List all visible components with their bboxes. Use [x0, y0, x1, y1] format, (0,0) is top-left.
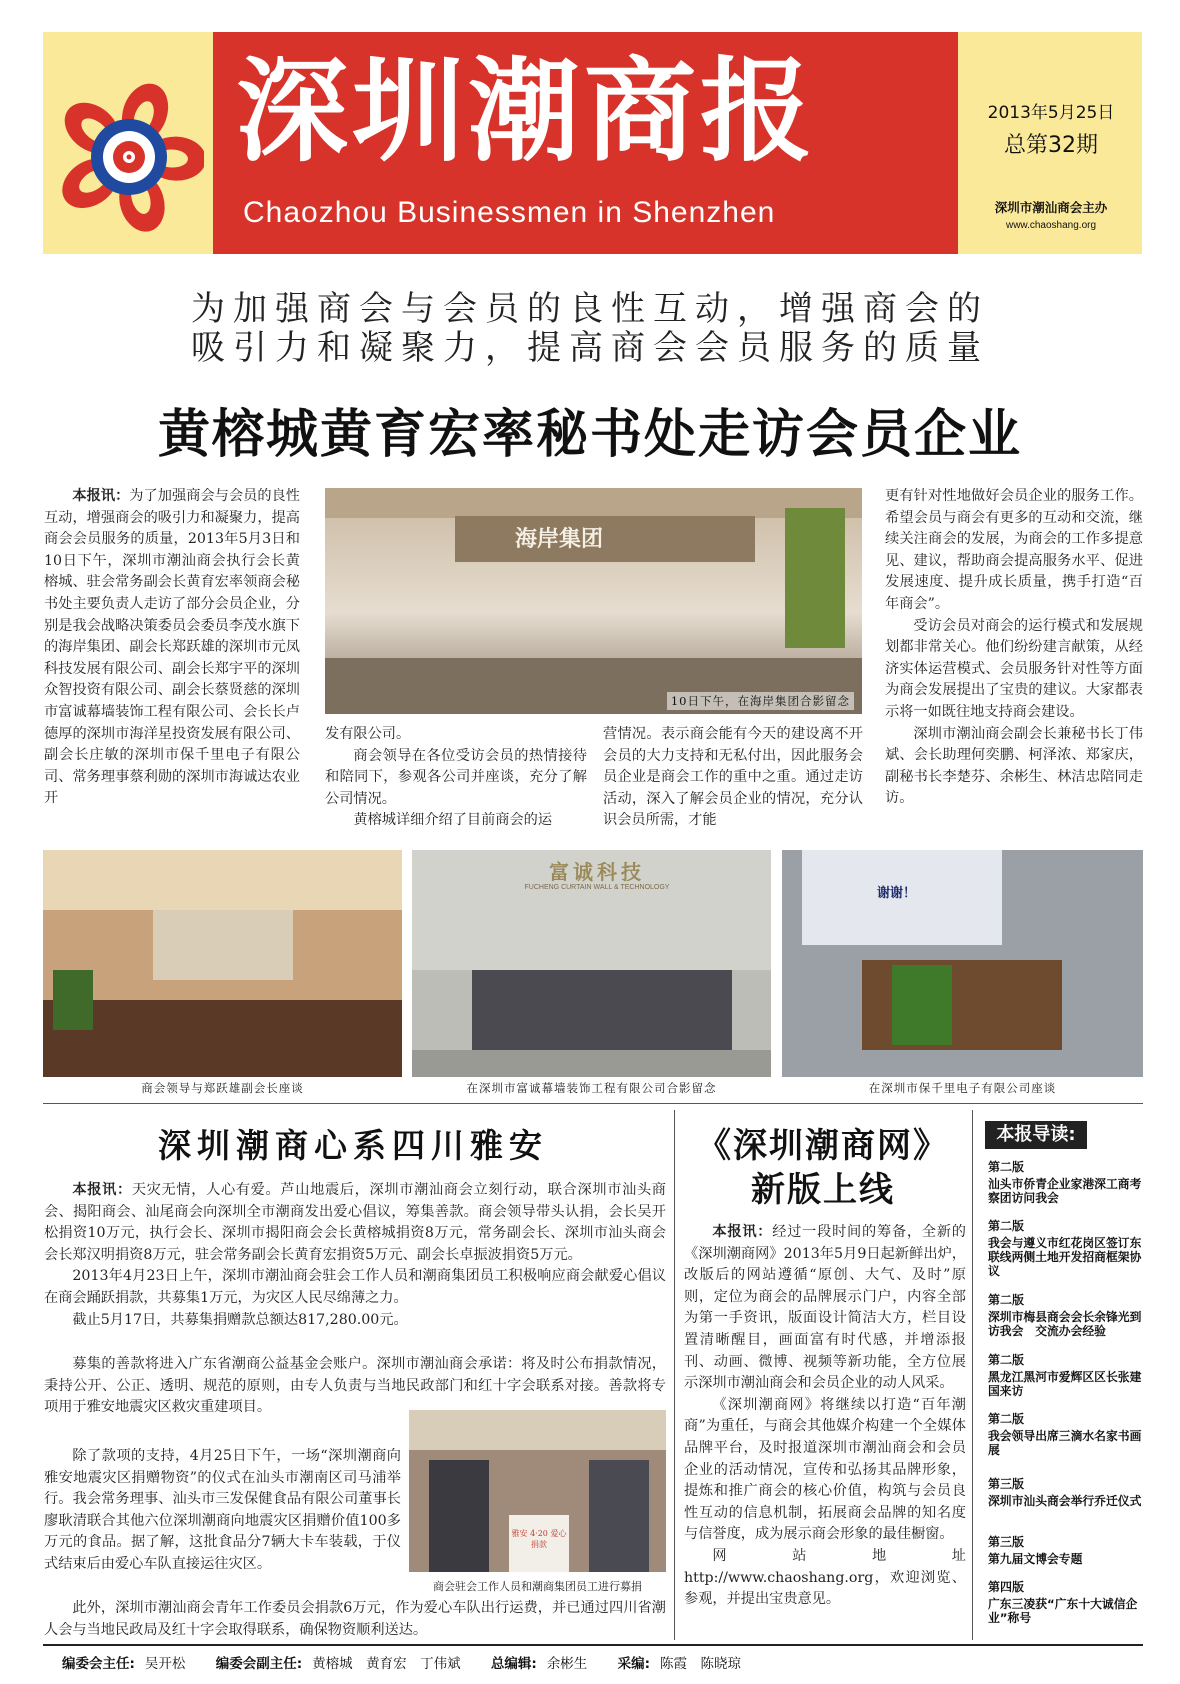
- article2-p4: 募集的善款将进入广东省潮商公益基金会账户。深圳市潮汕商会承诺：将及时公布捐款情况，秉持公开、公正、透明、规范的原则，由专人负责与当地民政部门和红十字会联系对接。善款将专项用于雅安地震灾区救灾重建项目。: [44, 1356, 666, 1416]
- masthead-website: www.chaoshang.org: [1005, 220, 1097, 231]
- article1-col2: [325, 724, 587, 834]
- guide-item-edition: 第三版: [988, 1535, 1025, 1549]
- article3-p3: 网站地址http://www.chaoshang.org，欢迎浏览、参观，并提出宝贵意见。: [684, 1547, 966, 1608]
- column-divider-right: [972, 1110, 973, 1640]
- guide-item-edition: 第二版: [988, 1160, 1025, 1174]
- fucheng-sign: 富诚科技: [549, 860, 645, 884]
- article3-title-line1: 《深圳潮商网》: [697, 1126, 949, 1166]
- guide-title: 本报导读:: [985, 1121, 1087, 1149]
- column-divider-left: [674, 1110, 675, 1640]
- guide-item-title: 汕头市侨青企业家港深工商考察团访问我会: [988, 1177, 1142, 1205]
- article1-col2-p2: 商会领导在各位受访会员的热情接待和陪同下，参观各公司并座谈，充分了解公司情况。: [325, 747, 587, 807]
- photo-fucheng: [412, 850, 771, 1077]
- guide-item[interactable]: [988, 1580, 1142, 1624]
- article1-col4-p1: 更有针对性地做好会员企业的服务工作。希望会员与商会有更多的互动和交流，继续关注商会的发展，为商会的工作多提意见、建议，帮助商会提高服务水平、促进发展速度、提升成长质量，携手打造“百年商会”。: [885, 488, 1143, 612]
- lead-line-2: 吸引力和凝聚力，提高商会会员服务的质量: [191, 328, 989, 368]
- main-photo-caption: 10日下午，在海岸集团合影留念: [667, 692, 854, 710]
- guide-item-title: 深圳市梅县商会会长余锋光到访我会 交流办会经验: [988, 1310, 1142, 1338]
- article3-body: [684, 1222, 966, 1611]
- guide-item[interactable]: [988, 1535, 1142, 1580]
- donation-box-label: 雅安 4·20 爱心捐款: [511, 1529, 567, 1549]
- guide-list: [988, 1160, 1142, 1624]
- main-photo-sign: 海岸集团: [515, 527, 604, 552]
- article2-p1: 天灾无情，人心有爱。芦山地震后，深圳市潮汕商会立刻行动，联合深圳市汕头商会、揭阳商会、汕尾商会向深圳全市潮商发出爱心倡议，筹集善款。商会领导带头认捐，会长吴开松捐资10万元，执行会长、深圳市揭阳商会会长黄榕城捐资8万元，常务副会长、深圳市汕头商会会长郑汉明捐资8万元，驻会常务副会长黄育宏捐资5万元、副会长卓振波捐资5万元。: [44, 1182, 666, 1263]
- article2-title: 深圳潮商心系四川雅安: [158, 1126, 548, 1165]
- masthead-english-title: Chaozhou Businessmen in Shenzhen: [243, 196, 776, 229]
- donation-photo: [409, 1410, 666, 1572]
- guide-item-title: 我会领导出席三滴水名家书画展: [988, 1429, 1142, 1457]
- article1-col4: [885, 486, 1143, 831]
- main-photo: [325, 488, 862, 714]
- caption-fucheng: 在深圳市富诚幕墙装饰工程有限公司合影留念: [466, 1081, 717, 1095]
- photo-meeting-room: [43, 850, 402, 1077]
- article1-col2-p3: 黄榕城详细介绍了目前商会的运: [353, 812, 553, 829]
- guide-item-edition: 第二版: [988, 1293, 1025, 1307]
- photo-baoqianli: [782, 850, 1143, 1077]
- guide-item-edition: 第二版: [988, 1219, 1025, 1233]
- guide-item[interactable]: [988, 1293, 1142, 1353]
- footer-credits: [62, 1652, 1142, 1672]
- donation-caption: 商会驻会工作人员和潮商集团员工进行募捐: [433, 1580, 642, 1593]
- guide-item-edition: 第三版: [988, 1477, 1025, 1491]
- footer-value-editor: 余彬生: [546, 1656, 588, 1672]
- footer-value-deputy: 黄榕城 黄育宏 丁伟斌: [312, 1656, 461, 1672]
- sponsor: 深圳市潮汕商会主办: [994, 200, 1108, 215]
- footer-label-editor: 总编辑:: [490, 1656, 537, 1672]
- headline: 黄榕城黄育宏率秘书处走访会员企业: [157, 405, 1022, 465]
- article1-col4-p2: 受访会员对商会的运行模式和发展规划都非常关心。他们纷纷建言献策，从经济实体运营模式、会员服务针对性等方面为商会发展提出了宝贵的建议。大家都表示将一如既往地支持商会建设。: [885, 617, 1143, 720]
- issue-date: 2013年5月25日: [987, 103, 1115, 123]
- article1-col3: [603, 724, 863, 834]
- logo-emblem-icon: [54, 82, 204, 232]
- guide-item[interactable]: [988, 1219, 1142, 1293]
- caption-meeting-room: 商会领导与郑跃雄副会长座谈: [141, 1081, 304, 1095]
- baoqianli-screen-text: 谢谢！: [877, 886, 917, 901]
- article2-p5: 除了款项的支持，4月25日下午，一场“深圳潮商向雅安地震灾区捐赠物资”的仪式在汕头市潮南区司马浦举行。我会常务理事、汕头市三发保健食品有限公司董事长廖耿清联合其他六位深圳潮商向地震灾区捐赠价值100多万元的食品。据了解，这批食品分7辆大卡车装载，于仪式结束后由爱心车队直接运往灾区。: [44, 1448, 401, 1572]
- guide-item-title: 第九届文博会专题: [988, 1552, 1083, 1566]
- guide-item[interactable]: [988, 1160, 1142, 1219]
- article2-lead: 本报讯：: [72, 1182, 132, 1198]
- article2-p3: 截止5月17日，共募集捐赠款总额达817,280.00元。: [72, 1311, 408, 1328]
- article3-p1: 经过一段时间的筹备，全新的《深圳潮商网》2013年5月9日起新鲜出炉，改版后的网站遵循“原创、大气、及时”原则，定位为商会的品牌展示门户，内容全部为第一手资讯，版面设计简洁大方，栏目设置清晰醒目，画面富有时代感，并增添报刊、动画、微博、视频等新功能，全方位展示深圳市潮汕商会和会员企业的动人风采。: [684, 1224, 966, 1392]
- guide-item-edition: 第四版: [988, 1580, 1025, 1594]
- footer-label-director: 编委会主任:: [62, 1656, 135, 1672]
- guide-item-title: 黑龙江黑河市爱辉区区长张建国来访: [988, 1370, 1142, 1398]
- meeting-room-image: [43, 850, 402, 1077]
- article3-lead: 本报讯：: [712, 1224, 773, 1240]
- article1-col3-p1: 营情况。表示商会能有今天的建设离不开会员的大力支持和无私付出，因此服务会员企业是商会工作的重中之重。通过走访活动，深入了解会员企业的情况，充分认识会员所需，才能: [603, 726, 863, 829]
- logo: [54, 82, 204, 232]
- guide-item[interactable]: [988, 1353, 1142, 1412]
- fucheng-sign-en: FUCHENG CURTAIN WALL & TECHNOLOGY: [524, 884, 670, 891]
- caption-baoqianli: 在深圳市保千里电子有限公司座谈: [868, 1081, 1057, 1095]
- article2-top: [44, 1180, 666, 1331]
- article2-p2: 2013年4月23日上午，深圳市潮汕商会驻会工作人员和潮商集团员工积极响应商会献爱心倡议在商会踊跃捐款，共募集1万元，为灾区人民尽绵薄之力。: [44, 1268, 666, 1306]
- article1-col1: [44, 486, 300, 826]
- article2-p6-block: [44, 1598, 666, 1641]
- guide-item-title: 广东三凌获“广东十大诚信企业”称号: [988, 1597, 1138, 1625]
- article2-p5-block: [44, 1446, 401, 1576]
- article1-col2-p1: 发有限公司。: [325, 726, 411, 742]
- footer-label-reporters: 采编:: [617, 1656, 651, 1672]
- lead-line-1: 为加强商会与会员的良性互动，增强商会的: [191, 289, 989, 329]
- footer-rule: [43, 1644, 1143, 1646]
- article3-title-line2: 新版上线: [751, 1170, 895, 1210]
- footer-value-director: 吴开松: [144, 1656, 186, 1672]
- guide-item-title: 深圳市汕头商会举行乔迁仪式: [988, 1494, 1142, 1508]
- article1-col4-p3: 深圳市潮汕商会副会长兼秘书长丁伟斌、会长助理何奕鹏、柯泽浓、郑家庆，副秘书长李楚芬、余彬生、林洁忠陪同走访。: [885, 725, 1143, 807]
- article3-p2: 《深圳潮商网》将继续以打造“百年潮商”为重任，与商会其他媒介构建一个全媒体品牌平台，及时报道深圳市潮汕商会和会员企业的活动情况，宣传和弘扬其品牌形象，提炼和推广商会的核心价值，构筑与会员良性互动的信息机制，拓展商会品牌的知名度与信誉度，成为展示商会形象的最佳橱窗。: [684, 1396, 966, 1543]
- footer-label-deputy: 编委会副主任:: [215, 1656, 303, 1672]
- issue-number: 总第32期: [1004, 133, 1098, 158]
- guide-item[interactable]: [988, 1477, 1142, 1535]
- footer-value-reporters: 陈霞 陈晓琼: [660, 1656, 742, 1672]
- masthead-title: 深圳潮商报: [236, 47, 816, 177]
- guide-item-edition: 第二版: [988, 1353, 1025, 1367]
- guide-item-title: 我会与遵义市红花岗区签订东联线两侧土地开发招商框架协议: [988, 1236, 1142, 1278]
- article1-col1-text: 为了加强商会与会员的良性互动，增强商会的吸引力和凝聚力，提高商会会员服务的质量，2013年5月3日和10日下午，深圳市潮汕商会执行会长黄榕城、驻会常务副会长黄育宏率领商会秘书处主要负责人走访了部分会员企业，分别是我会战略决策委员会委员李茂水旗下的海岸集团、副会长郑跃雄的深圳市元凤科技发展有限公司、副会长郑宇平的深圳众智投资有限公司、副会长蔡贤慈的深圳市富诚幕墙装饰工程有限公司、会长长卢德厚的深圳市海洋星投资发展有限公司、副会长庄敏的深圳市保千里电子有限公司、常务理事蔡利勋的深圳市海诚达农业开: [44, 488, 300, 807]
- article2-p6: 此外，深圳市潮汕商会青年工作委员会捐款6万元，作为爱心车队出行运费，并已通过四川省潮人会与当地民政局及红十字会取得联系，确保物资顺利送达。: [44, 1600, 666, 1638]
- guide-item-edition: 第二版: [988, 1412, 1025, 1426]
- baoqianli-meeting-image: [782, 850, 1143, 1077]
- section-divider: [43, 1103, 1143, 1104]
- article1-lead: 本报讯：: [72, 488, 130, 504]
- guide-item[interactable]: [988, 1412, 1142, 1477]
